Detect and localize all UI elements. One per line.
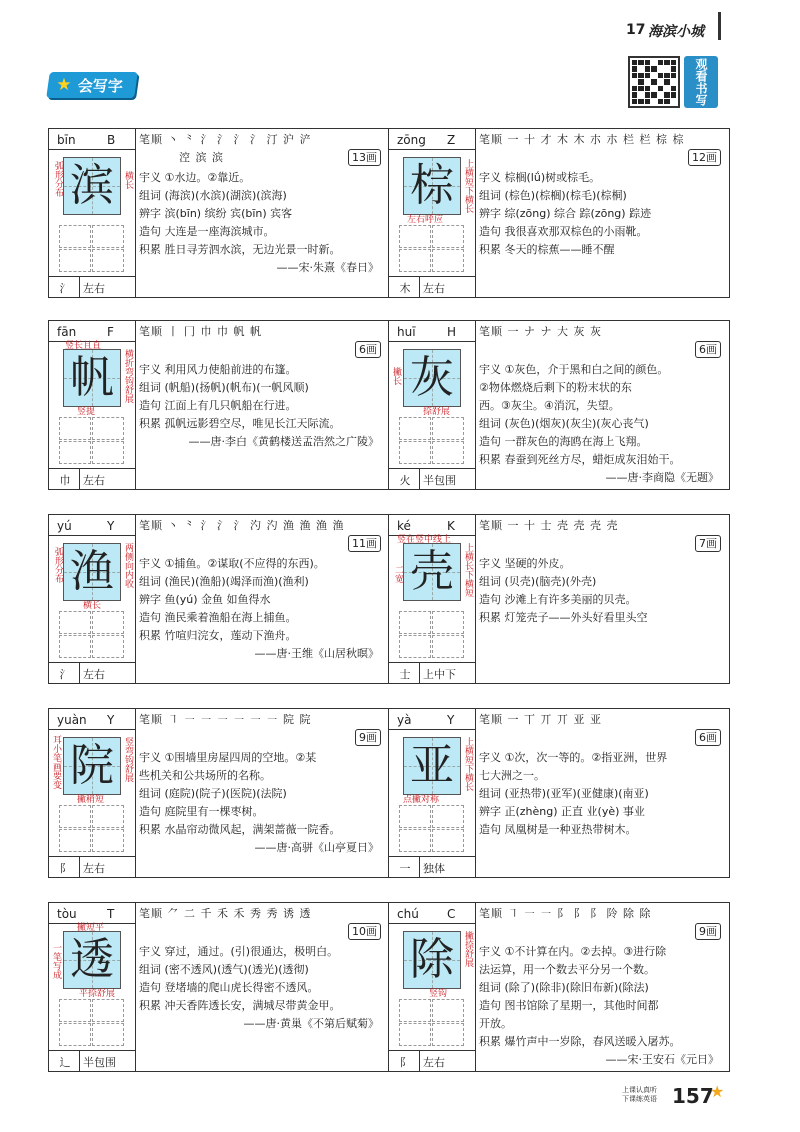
initial-letter: T — [107, 907, 115, 921]
char-grid-box — [403, 157, 461, 215]
entry-line: 组词 (庭院)(院子)(医院)(法院) — [139, 787, 287, 800]
radical-structure-row — [389, 662, 475, 683]
entry-line: 西。③灰尘。④消沉，失望。 — [479, 399, 620, 412]
structure: 左右 — [423, 1056, 445, 1069]
page-footer — [622, 1082, 725, 1108]
entry-line: 组词 (亚热带)(亚军)(亚健康)(南亚) — [479, 787, 649, 800]
entry-body — [479, 169, 725, 259]
pinyin: yà — [397, 713, 412, 727]
practice-grid[interactable] — [399, 225, 465, 273]
entry-line: 积累 竹喧归浣女，莲动下渔舟。 — [139, 629, 297, 642]
initial-letter: Y — [447, 713, 455, 727]
entry-body — [479, 555, 725, 627]
stroke-count-badge: 6画 — [695, 341, 721, 358]
footer-tagline-2: 下课练英语 — [622, 1095, 657, 1103]
structure: 左右 — [83, 862, 105, 875]
char-info — [479, 131, 725, 293]
entry-body — [479, 943, 725, 1069]
char-practice-panel — [49, 129, 136, 297]
char-card-滨 — [48, 128, 390, 298]
section-title: 会写字 — [78, 76, 124, 95]
big-character: 棕 — [410, 160, 454, 211]
initial-letter: F — [107, 325, 114, 339]
section-banner — [46, 72, 138, 98]
char-info — [479, 323, 725, 485]
big-character: 灰 — [410, 352, 454, 403]
header-divider — [718, 12, 721, 40]
stroke-count-badge: 13画 — [348, 149, 381, 166]
stroke-tip: 点撇对称 — [403, 795, 440, 805]
practice-grid[interactable] — [59, 805, 125, 853]
radical: 辶 — [59, 1056, 71, 1069]
entry-line: 积累 胜日寻芳泗水滨，无边光景一时新。 — [139, 243, 341, 256]
entry-line: ②物体燃烧后剩下的粉末状的东 — [479, 381, 632, 394]
stroke-order: 笔顺 一 十 才 木 木 朩 朩 栏 栏 棕 棕 — [479, 133, 685, 146]
practice-grid[interactable] — [59, 611, 125, 659]
initial-letter: H — [447, 325, 457, 339]
radical-structure-row — [49, 662, 135, 683]
big-character: 壳 — [410, 546, 454, 597]
entry-line: 宇义 ①灰色，介于黑和白之间的颜色。 — [479, 363, 669, 376]
entry-line: 造句 我很喜欢那双棕色的小雨靴。 — [479, 225, 648, 238]
entry-line: 辨字 滨(bīn) 缤纷 宾(bīn) 宾客 — [139, 207, 293, 220]
page-header — [0, 0, 800, 50]
stroke-count-badge: 6画 — [355, 341, 381, 358]
stroke-count-badge: 11画 — [348, 535, 381, 552]
char-card-透 — [48, 902, 390, 1072]
entry-body — [479, 749, 725, 839]
radical: 木 — [399, 282, 411, 295]
stroke-tip: 左右呼应 — [407, 215, 444, 225]
char-card-壳 — [388, 514, 730, 684]
radical-structure-row — [389, 276, 475, 297]
structure: 半包围 — [423, 474, 456, 487]
qr-code-icon[interactable] — [628, 56, 680, 108]
entry-line: 组词 (海滨)(水滨)(湖滨)(滨海) — [139, 189, 287, 202]
structure: 上中下 — [423, 668, 456, 681]
pinyin: bīn — [57, 133, 76, 147]
stroke-order: 笔顺 一 ナ ナ 大 灰 灰 — [479, 325, 602, 338]
char-grid-box — [403, 349, 461, 407]
structure: 左右 — [83, 474, 105, 487]
char-practice-panel — [389, 321, 476, 489]
entry-source: ——宋·王安石《元日》 — [605, 1053, 719, 1066]
entry-line: 些机关和公共场所的名称。 — [139, 769, 271, 782]
stroke-tip: 横折弯钩舒展 — [123, 349, 133, 403]
initial-letter: K — [447, 519, 455, 533]
big-character: 渔 — [70, 546, 114, 597]
entry-source: ——宋·朱熹《春日》 — [276, 261, 379, 274]
radical-structure-row — [389, 468, 475, 489]
entry-body — [479, 361, 725, 487]
radical: 阝 — [399, 1056, 411, 1069]
stroke-tip: 撇短平 — [77, 923, 105, 933]
entry-line: 宇义 ①水边。②靠近。 — [139, 171, 251, 184]
entry-line: 积累 水晶帘动微风起，满架蔷薇一院香。 — [139, 823, 341, 836]
stroke-tip: 两侧向内收 — [123, 543, 133, 588]
pinyin-divider — [389, 149, 475, 150]
smiley-star-icon: ★ — [710, 1082, 725, 1101]
pinyin: huī — [397, 325, 416, 339]
big-character: 滨 — [70, 160, 114, 211]
stroke-tip: 二宽 — [393, 565, 403, 583]
structure: 半包围 — [83, 1056, 116, 1069]
stroke-order: 笔顺 ㇕ ㇐ ㇐ 阝 阝 阝 阾 除 除 — [479, 907, 652, 920]
initial-letter: Y — [107, 713, 115, 727]
char-grid-box — [403, 543, 461, 601]
entry-body — [139, 749, 385, 857]
entry-body — [139, 943, 385, 1033]
stroke-count-badge: 7画 — [695, 535, 721, 552]
stroke-order-cont: 涳 滨 滨 — [179, 151, 224, 164]
entry-body — [139, 361, 385, 451]
stroke-count-badge: 9画 — [355, 729, 381, 746]
entry-line: 积累 冬天的棕蕉——睡不醒 — [479, 243, 615, 256]
practice-grid[interactable] — [399, 417, 465, 465]
entry-line: 字义 ①次，次一等的。②指亚洲，世界 — [479, 751, 668, 764]
entry-body — [139, 169, 385, 277]
char-card-院 — [48, 708, 390, 878]
practice-grid[interactable] — [59, 999, 125, 1047]
radical: 士 — [399, 668, 411, 681]
pinyin: chú — [397, 907, 419, 921]
entry-source: ——唐·王维《山居秋暝》 — [254, 647, 379, 660]
entry-line: 造句 渔民乘着渔船在海上捕鱼。 — [139, 611, 297, 624]
entry-line: 法运算，用一个数去平分另一个数。 — [479, 963, 655, 976]
entry-line: 造句 沙滩上有许多美丽的贝壳。 — [479, 593, 637, 606]
char-info — [139, 905, 385, 1067]
entry-line: 组词 (帆船)(扬帆)(帆布)(一帆风顺) — [139, 381, 309, 394]
char-practice-panel — [389, 129, 476, 297]
entry-line: 造句 凤凰树是一种亚热带树木。 — [479, 823, 637, 836]
stroke-order: 笔顺 丨 冂 巾 巾 帆 帆 — [139, 325, 262, 338]
entry-line: 造句 庭院里有一棵枣树。 — [139, 805, 264, 818]
radical-structure-row — [389, 1050, 475, 1071]
structure: 左右 — [423, 282, 445, 295]
stroke-tip: 横长 — [83, 601, 102, 611]
entry-line: 造句 登堵墙的爬山虎长得密不透风。 — [139, 981, 319, 994]
char-card-渔 — [48, 514, 390, 684]
pinyin-divider — [389, 729, 475, 730]
char-card-灰 — [388, 320, 730, 490]
entry-line: 组词 (灰色)(烟灰)(灰尘)(灰心丧气) — [479, 417, 649, 430]
practice-grid[interactable] — [399, 611, 465, 659]
char-practice-panel — [389, 903, 476, 1071]
entry-line: 造句 江面上有几只帆船在行进。 — [139, 399, 297, 412]
stroke-order: 笔顺 一 丅 丌 丌 亚 亚 — [479, 713, 602, 726]
practice-grid[interactable] — [59, 417, 125, 465]
pinyin-divider — [49, 149, 135, 150]
char-info — [139, 517, 385, 679]
entry-line: 辨字 鱼(yú) 金鱼 如鱼得水 — [139, 593, 271, 606]
char-grid-box — [63, 543, 121, 601]
page-number: 157 — [672, 1084, 714, 1108]
entry-line: 宇义 ①围墙里房屋四周的空地。②某 — [139, 751, 317, 764]
stroke-order: 笔顺 ⺈ 二 千 禾 禾 秀 秀 诱 透 — [139, 907, 312, 920]
stroke-tip: 一笔写成 — [51, 943, 61, 979]
stroke-tip: 上横短下横长 — [463, 737, 473, 791]
entry-line: 辨字 正(zhèng) 正直 业(yè) 事业 — [479, 805, 645, 818]
initial-letter: Z — [447, 133, 456, 147]
entry-line: 组词 (贝壳)(脑壳)(外壳) — [479, 575, 597, 588]
structure: 左右 — [83, 668, 105, 681]
char-grid-box — [403, 931, 461, 989]
entry-line: 组词 (棕色)(棕榈)(棕毛)(棕桐) — [479, 189, 627, 202]
char-practice-panel — [389, 515, 476, 683]
footer-tagline — [622, 1086, 657, 1104]
stroke-tip: 竖在竖中线上 — [397, 535, 452, 545]
entry-line: 宇义 穿过，通过。(引)很通达，极明白。 — [139, 945, 339, 958]
entry-line: 积累 爆竹声中一岁除，春风送暖入屠苏。 — [479, 1035, 681, 1048]
radical-structure-row — [49, 1050, 135, 1071]
radical-structure-row — [49, 856, 135, 877]
footer-tagline-1: 上课认真听 — [622, 1086, 657, 1094]
stroke-tip: 竖长且直 — [65, 341, 102, 351]
char-practice-panel — [49, 321, 136, 489]
stroke-order: 笔顺 一 十 士 壳 壳 壳 壳 — [479, 519, 619, 532]
radical: 一 — [399, 862, 411, 875]
star-icon: ★ — [56, 75, 72, 95]
stroke-count-badge: 10画 — [348, 923, 381, 940]
big-character: 院 — [70, 740, 114, 791]
practice-grid[interactable] — [399, 805, 465, 853]
char-info — [479, 517, 725, 679]
big-character: 帆 — [70, 352, 114, 403]
pinyin-divider — [49, 535, 135, 536]
entry-line: 造句 图书馆除了星期一，其他时间都 — [479, 999, 659, 1012]
char-grid-box — [63, 349, 121, 407]
practice-grid[interactable] — [59, 225, 125, 273]
radical-structure-row — [389, 856, 475, 877]
char-grid-box — [63, 931, 121, 989]
stroke-tip: 弧形分布 — [53, 161, 63, 197]
radical-structure-row — [49, 468, 135, 489]
char-info — [479, 905, 725, 1067]
stroke-tip: 耳小笔画要变 — [51, 735, 61, 789]
entry-line: 组词 (除了)(除非)(除旧布新)(除法) — [479, 981, 649, 994]
pinyin: ké — [397, 519, 411, 533]
entry-source: ——唐·李商隐《无题》 — [605, 471, 719, 484]
pinyin: tòu — [57, 907, 77, 921]
entry-line: 字义 坚硬的外皮。 — [479, 557, 571, 570]
pinyin: zōng — [397, 133, 426, 147]
entry-line: 宇义 ①捕鱼。②谋取(不应得的东西)。 — [139, 557, 325, 570]
initial-letter: B — [107, 133, 116, 147]
entry-line: 积累 灯笼壳子——外头好看里头空 — [479, 611, 648, 624]
entry-line: 积累 孤帆远影碧空尽，唯见长江天际流。 — [139, 417, 341, 430]
stroke-order: 笔顺 丶 ⺀ 氵 氵 氵 氵 汀 沪 浐 — [139, 133, 312, 146]
stroke-order: 笔顺 丶 ⺀ 氵 氵 氵 汋 汋 渔 渔 渔 渔 — [139, 519, 345, 532]
entry-line: 字义 棕榈(lǘ)树或棕毛。 — [479, 171, 601, 184]
big-character: 除 — [410, 934, 454, 985]
stroke-tip: 平捺舒展 — [79, 989, 116, 999]
char-card-帆 — [48, 320, 390, 490]
entry-line: 辨字 综(zōng) 综合 踪(zōng) 踪迹 — [479, 207, 652, 220]
initial-letter: C — [447, 907, 456, 921]
entry-source: ——唐·高骈《山亭夏日》 — [254, 841, 379, 854]
watch-writing-tag[interactable]: 观看书写 — [684, 56, 718, 108]
char-practice-panel — [49, 709, 136, 877]
char-grid-box — [63, 737, 121, 795]
stroke-tip: 撇长 — [391, 367, 401, 385]
big-character: 亚 — [410, 740, 454, 791]
stroke-tip: 横长 — [123, 171, 133, 189]
char-practice-panel — [389, 709, 476, 877]
entry-line: 积累 春蚕到死丝方尽，蜡炬成灰泪始干。 — [479, 453, 681, 466]
entry-line: 宇义 ①不计算在内。②去掉。③进行除 — [479, 945, 667, 958]
radical: 阝 — [59, 862, 71, 875]
stroke-tip: 撇稍短 — [77, 795, 105, 805]
entry-line: 积累 冲天香阵透长安，满城尽带黄金甲。 — [139, 999, 341, 1012]
pinyin: yuàn — [57, 713, 87, 727]
entry-line: 造句 大连是一座海滨城市。 — [139, 225, 275, 238]
char-card-亚 — [388, 708, 730, 878]
entry-source: ——唐·李白《黄鹤楼送孟浩然之广陵》 — [188, 435, 379, 448]
pinyin: fān — [57, 325, 77, 339]
structure: 左右 — [83, 282, 105, 295]
char-info — [139, 711, 385, 873]
radical-structure-row — [49, 276, 135, 297]
char-info — [479, 711, 725, 873]
entry-body — [139, 555, 385, 663]
char-grid-box — [63, 157, 121, 215]
stroke-count-badge: 9画 — [695, 923, 721, 940]
practice-grid[interactable] — [399, 999, 465, 1047]
radical: 火 — [399, 474, 411, 487]
pinyin-divider — [389, 923, 475, 924]
pinyin: yú — [57, 519, 72, 533]
entry-source: ——唐·黄巢《不第后赋菊》 — [243, 1017, 379, 1030]
char-practice-panel — [49, 903, 136, 1071]
stroke-order: 笔顺 ㇕ ㇐ ㇐ ㇐ ㇐ ㇐ ㇐ 院 院 — [139, 713, 312, 726]
stroke-tip: 竖提 — [77, 407, 96, 417]
char-card-除 — [388, 902, 730, 1072]
char-card-棕 — [388, 128, 730, 298]
stroke-tip: 上横短下横长 — [463, 159, 473, 213]
char-info — [139, 131, 385, 293]
stroke-tip: 撇捺舒展 — [463, 931, 473, 967]
entry-line: 组词 (密不透风)(透气)(透光)(透彻) — [139, 963, 309, 976]
char-grid-box — [403, 737, 461, 795]
initial-letter: Y — [107, 519, 115, 533]
entry-line: 组词 (渔民)(渔船)(竭泽而渔)(渔利) — [139, 575, 309, 588]
structure: 独体 — [423, 862, 445, 875]
char-practice-panel — [49, 515, 136, 683]
entry-line: 开放。 — [479, 1017, 512, 1030]
radical: 巾 — [59, 474, 71, 487]
stroke-tip: 上横长下横短 — [463, 543, 473, 597]
stroke-count-badge: 6画 — [695, 729, 721, 746]
stroke-tip: 竖弯钩舒展 — [123, 737, 133, 782]
lesson-title: 海滨小城 — [648, 24, 704, 40]
pinyin-divider — [389, 341, 475, 342]
entry-line: 七大洲之一。 — [479, 769, 545, 782]
big-character: 透 — [70, 934, 114, 985]
stroke-tip: 竖钩 — [429, 989, 448, 999]
radical: 氵 — [59, 282, 71, 295]
lesson-number: 17 — [626, 22, 646, 38]
radical: 氵 — [59, 668, 71, 681]
stroke-count-badge: 12画 — [688, 149, 721, 166]
entry-line: 宇义 利用风力使船前进的布篷。 — [139, 363, 297, 376]
pinyin-divider — [49, 729, 135, 730]
stroke-tip: 捺舒展 — [423, 407, 451, 417]
char-info — [139, 323, 385, 485]
entry-line: 造句 一群灰色的海鸥在海上飞翔。 — [479, 435, 648, 448]
stroke-tip: 弧形分布 — [53, 547, 63, 583]
